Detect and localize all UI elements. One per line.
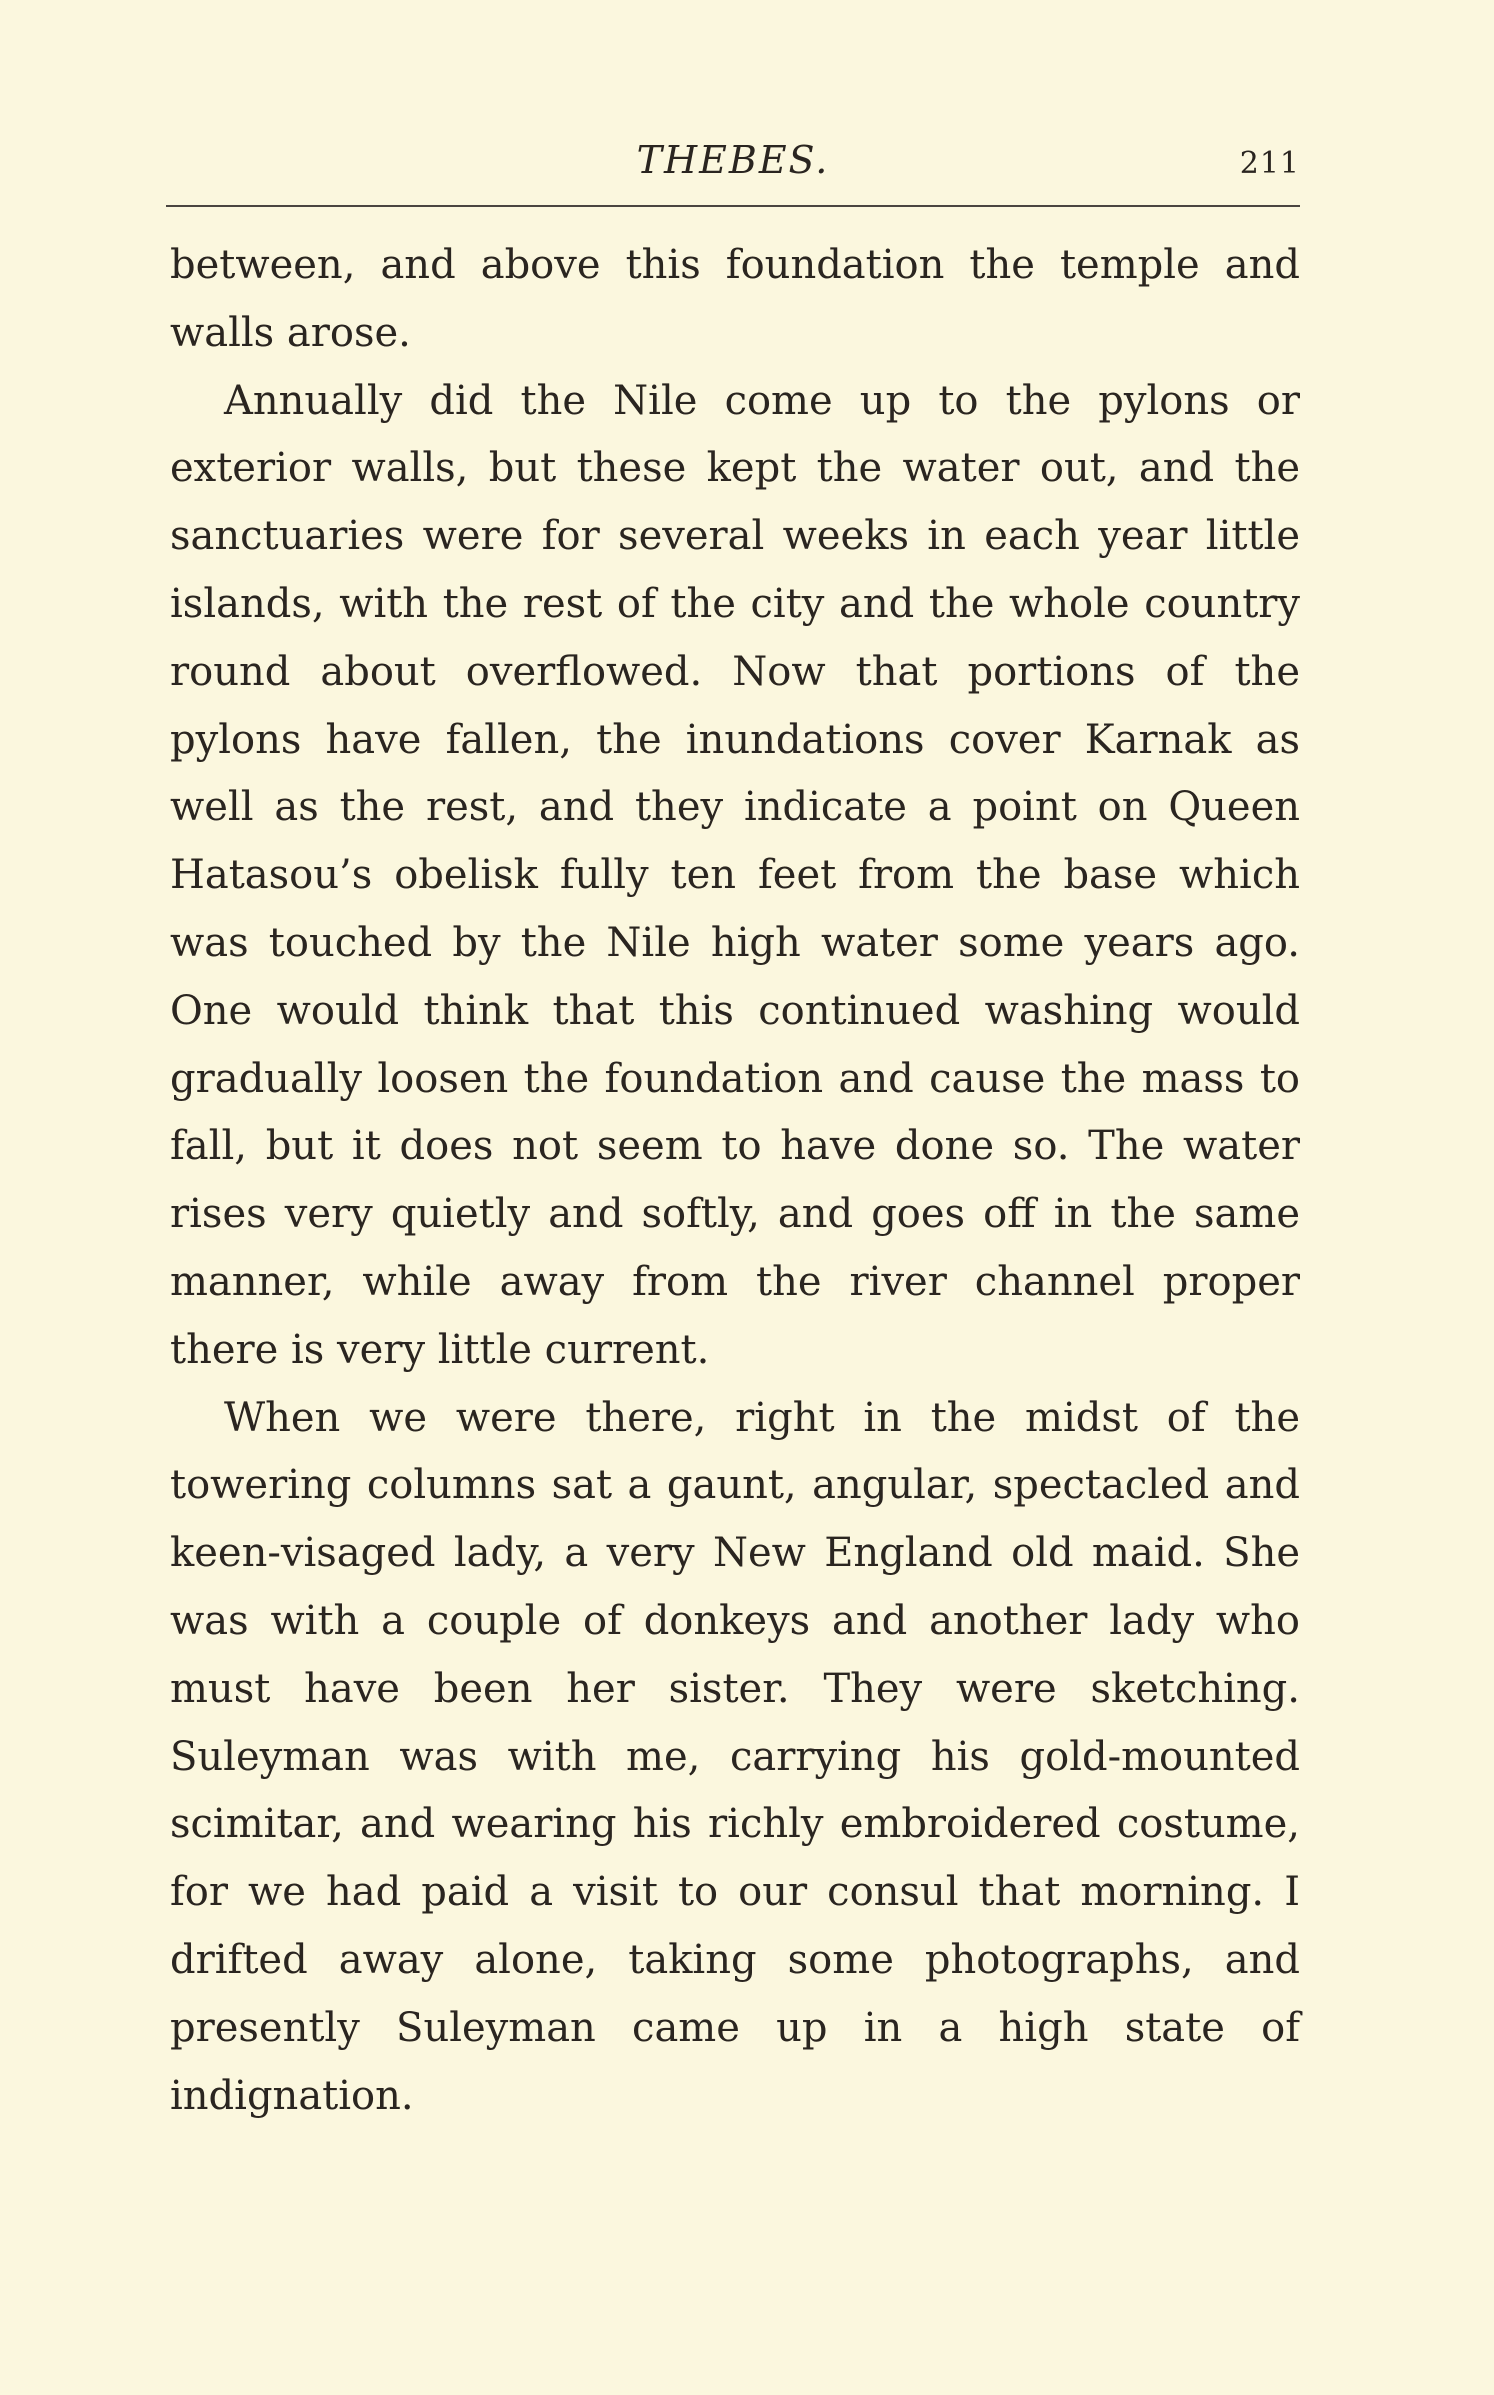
running-head <box>166 138 1300 198</box>
header-rule <box>166 205 1300 207</box>
body-text <box>170 232 1300 2130</box>
running-head-title: THEBES. <box>636 138 830 182</box>
paragraph: Annually did the Nile come up to the pylons or exterior walls, but these kept the water out, and the sanctuaries were for several weeks in each year little islands, with the rest of the city and the whole country round about overflowed. Now that portions of the pylons have fallen, the inundations cover Karnak as well as the rest, and they indicate a point on Queen Hatasou’s obelisk fully ten feet from the base which was touched by the Nile high water some years ago. One would think that this continued washing would gradually loosen the foundation and cause the mass to fall, but it does not seem to have done so. The water rises very quietly and softly, and goes off in the same manner, while away from the river channel proper there is very little current. <box>170 377 1300 1373</box>
paragraph-continued: between, and above this foundation the temple and walls arose. <box>170 242 1300 356</box>
page-number: 211 <box>1239 146 1300 181</box>
paragraph: When we were there, right in the midst of the towering columns sat a gaunt, angular, spectacled and keen-visaged lady, a very New England old maid. She was with a couple of donkeys and another lady who must have been her sister. They were sketching. Suleyman was with me, carrying his gold-mounted scimitar, and wearing his richly embroidered costume, for we had paid a visit to our consul that morning. I drifted away alone, taking some photographs, and presently Suleyman came up in a high state of indignation. <box>170 1394 1300 2119</box>
